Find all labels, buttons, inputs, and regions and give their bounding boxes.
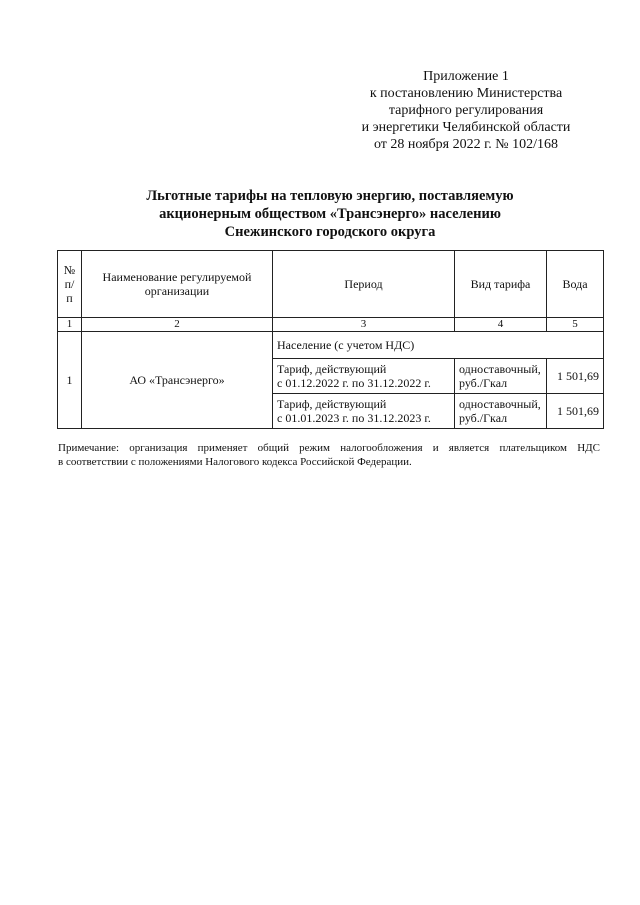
header-org-line1: Наименование регулируемой: [102, 270, 252, 284]
tariff-value: 1 501,69: [547, 359, 604, 394]
table-row: [58, 332, 604, 359]
tariff-period: [273, 394, 455, 429]
tariff-type-line1: одноставочный,: [459, 362, 541, 376]
tariff-period: [273, 359, 455, 394]
tariff-type-line2: руб./Гкал: [459, 411, 508, 425]
appendix-header: [330, 68, 602, 153]
footnote-line: Примечание: организация применяет общий режим налогообложения и является плательщиком НДС: [58, 442, 600, 454]
header-num: [58, 251, 82, 318]
header-water: Вода: [547, 251, 604, 318]
tariff-type: [455, 359, 547, 394]
header-num-line2: п/п: [64, 277, 75, 305]
header-period: Период: [273, 251, 455, 318]
tariff-value: 1 501,69: [547, 394, 604, 429]
tariff-type: [455, 394, 547, 429]
appendix-line: и энергетики Челябинской области: [361, 120, 571, 135]
table-header-row: [58, 251, 604, 318]
column-number-row: [58, 318, 604, 332]
column-number: 2: [82, 318, 273, 332]
tariff-table: [57, 250, 604, 429]
column-number: 1: [58, 318, 82, 332]
tariff-type-line1: одноставочный,: [459, 397, 541, 411]
column-number: 5: [547, 318, 604, 332]
tariff-period-line1: Тариф, действующий: [277, 397, 387, 411]
column-number: 3: [273, 318, 455, 332]
footnote: [58, 441, 600, 469]
appendix-line: от 28 ноября 2022 г. № 102/168: [373, 137, 559, 152]
column-number: 4: [455, 318, 547, 332]
document-title: [60, 187, 600, 241]
tariff-period-line2: с 01.01.2023 г. по 31.12.2023 г.: [277, 411, 431, 425]
appendix-line: Приложение 1: [423, 69, 509, 84]
header-organization: [82, 251, 273, 318]
title-line: Снежинского городского округа: [224, 224, 436, 240]
header-num-line1: №: [63, 263, 76, 277]
organization-name: АО «Трансэнерго»: [82, 332, 273, 429]
header-tariff-type: Вид тарифа: [455, 251, 547, 318]
row-number: 1: [58, 332, 82, 429]
header-org-line2: организации: [144, 284, 210, 298]
appendix-line: тарифного регулирования: [388, 103, 544, 118]
appendix-line: к постановлению Министерства: [369, 86, 563, 101]
population-label: Население (с учетом НДС): [273, 332, 604, 359]
tariff-period-line1: Тариф, действующий: [277, 362, 387, 376]
title-line: акционерным обществом «Трансэнерго» населению: [159, 206, 501, 222]
tariff-period-line2: с 01.12.2022 г. по 31.12.2022 г.: [277, 376, 431, 390]
tariff-type-line2: руб./Гкал: [459, 376, 508, 390]
title-line: Льготные тарифы на тепловую энергию, поставляемую: [146, 188, 514, 204]
footnote-line: в соответствии с положениями Налогового кодекса Российской Федерации.: [58, 456, 412, 468]
